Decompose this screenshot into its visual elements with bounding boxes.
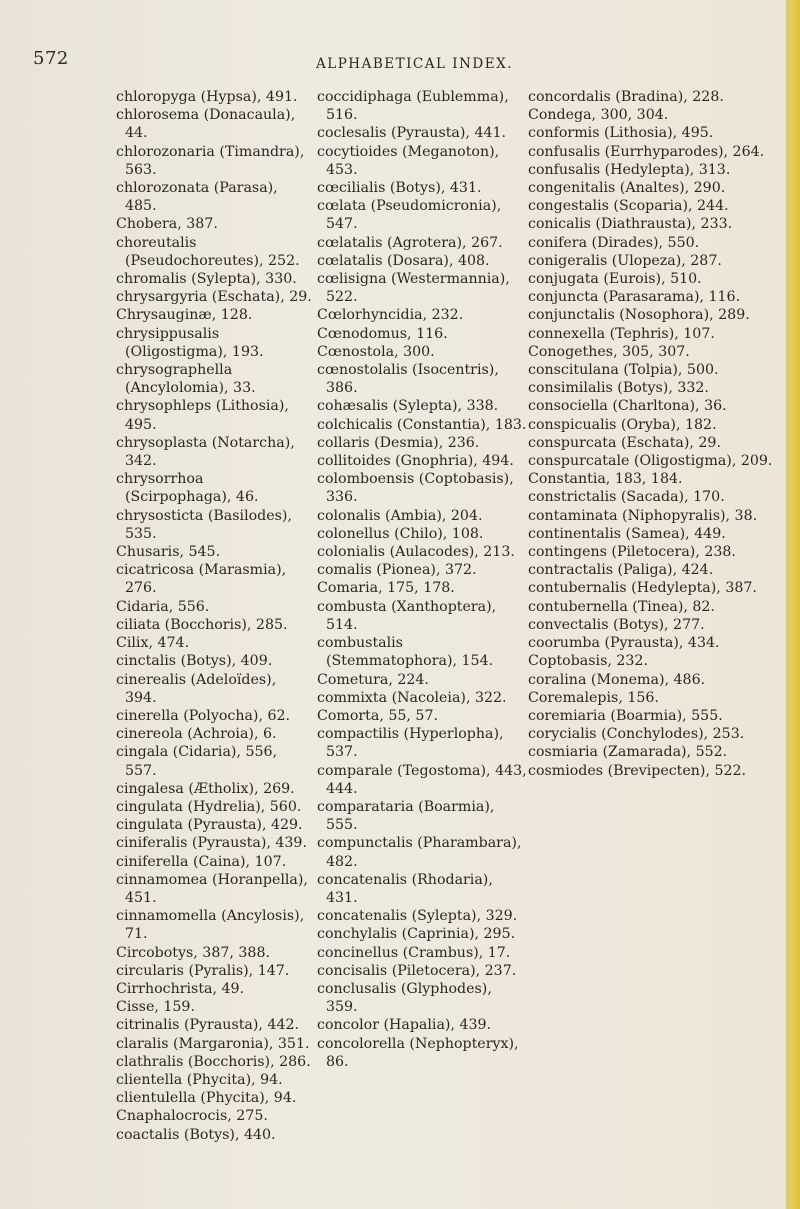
index-entry: chrysargyria (Eschata), 29. (116, 289, 312, 306)
index-entry: compunctalis (Pharambara), 482. (317, 835, 522, 870)
index-entry: Constantia, 183, 184. (528, 471, 683, 488)
index-entry: cœlatalis (Agrotera), 267. (317, 234, 503, 251)
index-entry: conigeralis (Ulopeza), 287. (528, 252, 722, 269)
index-entry: chrysoplasta (Notarcha), 342. (116, 434, 295, 470)
index-entry: contaminata (Niphopyralis), 38. (528, 507, 758, 524)
index-entry: chrysosticta (Basilodes), 535. (116, 507, 292, 542)
index-entry: cœlata (Pseudomicronia), 547. (317, 198, 502, 233)
index-entry: coremiaria (Boarmia), 555. (528, 707, 723, 724)
index-entry: ciniferella (Caina), 107. (116, 853, 287, 870)
index-entry: chlorosema (Donacaula), 44. (116, 107, 296, 142)
index-entry: Circobotys, 387, 388. (116, 944, 270, 961)
index-entry: Coremalepis, 156. (528, 689, 659, 706)
index-entry: congestalis (Scoparia), 244. (528, 198, 729, 215)
index-entry: colomboensis (Coptobasis), 336. (317, 471, 514, 506)
index-entry: contubernalis (Hedylepta), 387. (528, 580, 757, 597)
index-entry: Comorta, 55, 57. (317, 707, 438, 724)
index-entry: concisalis (Piletocera), 237. (317, 962, 517, 979)
index-entry: concatenalis (Sylepta), 329. (317, 908, 518, 925)
index-entry: concordalis (Bradina), 228. (528, 89, 724, 105)
index-entry: confusalis (Hedylepta), 313. (528, 161, 731, 178)
index-entry: constrictalis (Sacada), 170. (528, 489, 725, 506)
index-entry: conscitulana (Tolpia), 500. (528, 362, 719, 379)
index-entry: chromalis (Sylepta), 330. (116, 271, 297, 288)
index-entry: coorumba (Pyrausta), 434. (528, 635, 720, 652)
index-entry: comparale (Tegostoma), 443, 444. (317, 762, 527, 797)
index-entry: cosmiaria (Zamarada), 552. (528, 744, 728, 761)
index-entry: comparataria (Boarmia), 555. (317, 798, 495, 834)
index-entry: cinnamomea (Horanpella), 451. (116, 871, 308, 906)
index-entry: Chusaris, 545. (116, 544, 221, 561)
index-entry: cingulata (Hydrelia), 560. (116, 798, 302, 815)
index-entry: conspurcata (Eschata), 29. (528, 434, 721, 451)
index-entry: cingulata (Pyrausta), 429. (116, 817, 303, 834)
index-entry: conjuncta (Parasarama), 116. (528, 289, 741, 306)
index-entry: citrinalis (Pyrausta), 442. (116, 1017, 300, 1034)
index-entry: cœlatalis (Dosara), 408. (317, 252, 490, 269)
index-entry: cinnamomella (Ancylosis), 71. (116, 908, 305, 943)
index-entry: conifera (Dirades), 550. (528, 234, 700, 251)
index-entry: consimilalis (Botys), 332. (528, 380, 709, 397)
index-entry: combustalis (Stemmatophora), 154. (317, 635, 494, 670)
index-entry: Cometura, 224. (317, 671, 429, 688)
index-entry: consociella (Charltona), 36. (528, 398, 727, 415)
index-entry: confusalis (Eurrhyparodes), 264. (528, 143, 765, 160)
index-entry: combusta (Xanthoptera), 514. (317, 598, 497, 633)
index-entry: Cœlorhyncidia, 232. (317, 307, 464, 324)
index-entry: Cidaria, 556. (116, 598, 210, 615)
index-entry: chloropyga (Hypsa), 491. (116, 89, 298, 105)
index-entry: commixta (Nacoleia), 322. (317, 689, 507, 706)
index-entry: ciniferalis (Pyrausta), 439. (116, 835, 307, 852)
index-entry: cicatricosa (Marasmia), 276. (116, 562, 287, 597)
index-column-2 (317, 88, 527, 1071)
index-entry: concinellus (Crambus), 17. (317, 944, 511, 961)
index-entry: Cisse, 159. (116, 999, 195, 1016)
index-entry: corycialis (Conchylodes), 253. (528, 726, 745, 743)
index-entry: cœnostolalis (Isocentris), 386. (317, 362, 499, 397)
index-column-1 (116, 88, 312, 1144)
index-entry: clientella (Phycita), 94. (116, 1071, 283, 1088)
index-entry: Cœnostola, 300. (317, 343, 435, 360)
index-entry: collitoides (Gnophria), 494. (317, 453, 514, 470)
index-entry: concatenalis (Rhodaria), 431. (317, 871, 493, 906)
index-entry: clathralis (Bocchoris), 286. (116, 1053, 311, 1070)
index-entry: Cilix, 474. (116, 635, 190, 652)
index-column-3 (528, 88, 773, 780)
index-entry: cœlisigna (Westermannia), 522. (317, 271, 510, 306)
page-edge (786, 0, 800, 1209)
index-entry: congenitalis (Analtes), 290. (528, 180, 726, 197)
index-entry: conjugata (Eurois), 510. (528, 271, 702, 288)
index-entry: colchicalis (Constantia), 183. (317, 416, 527, 433)
index-entry: comalis (Pionea), 372. (317, 562, 477, 579)
index-entry: Condega, 300, 304. (528, 107, 669, 124)
index-entry: coralina (Monema), 486. (528, 671, 706, 688)
index-entry: conchylalis (Caprinia), 295. (317, 926, 516, 943)
index-entry: clientulella (Phycita), 94. (116, 1090, 297, 1107)
index-entry: cocytioides (Meganoton), 453. (317, 143, 500, 178)
index-entry: cingalesa (Ætholix), 269. (116, 780, 295, 797)
index-entry: Coptobasis, 232. (528, 653, 648, 670)
index-entry: choreutalis (Pseudochoreutes), 252. (116, 234, 300, 269)
index-entry: circularis (Pyralis), 147. (116, 962, 290, 979)
page-number: 572 (33, 48, 69, 69)
index-entry: ciliata (Bocchoris), 285. (116, 616, 288, 633)
index-entry: cohæsalis (Sylepta), 338. (317, 398, 499, 415)
index-entry: convectalis (Botys), 277. (528, 616, 705, 633)
index-entry: cinerealis (Adeloïdes), 394. (116, 671, 277, 706)
index-entry: cosmiodes (Brevipecten), 522. (528, 762, 747, 779)
index-entry: chlorozonaria (Timandra), 563. (116, 143, 305, 178)
index-entry: cinctalis (Botys), 409. (116, 653, 273, 670)
index-entry: conclusalis (Glyphodes), 359. (317, 980, 492, 1016)
index-entry: Cœnodomus, 116. (317, 325, 448, 342)
index-entry: chlorozonata (Parasa), 485. (116, 180, 278, 215)
index-entry: Chrysauginæ, 128. (116, 307, 253, 324)
index-entry: cinerella (Polyocha), 62. (116, 707, 291, 724)
index-entry: contingens (Piletocera), 238. (528, 544, 736, 561)
index-entry: contubernella (Tinea), 82. (528, 598, 715, 615)
index-entry: connexella (Tephris), 107. (528, 325, 715, 342)
index-entry: cœcilialis (Botys), 431. (317, 180, 482, 197)
index-entry: chrysorrhoa (Scirpophaga), 46. (116, 471, 259, 506)
index-entry: Cnaphalocrocis, 275. (116, 1108, 268, 1125)
index-entry: coactalis (Botys), 440. (116, 1126, 276, 1143)
index-entry: Conogethes, 305, 307. (528, 343, 690, 360)
index-entry: continentalis (Samea), 449. (528, 525, 726, 542)
index-entry: concolor (Hapalia), 439. (317, 1017, 492, 1034)
index-entry: cinereola (Achroia), 6. (116, 726, 277, 743)
index-entry: compactilis (Hyperlopha), 537. (317, 726, 504, 761)
index-entry: conicalis (Diathrausta), 233. (528, 216, 733, 233)
index-entry: coccidiphaga (Eublemma), 516. (317, 89, 509, 124)
index-entry: contractalis (Paliga), 424. (528, 562, 714, 579)
index-entry: claralis (Margaronia), 351. (116, 1035, 310, 1052)
index-entry: Cirrhochrista, 49. (116, 980, 245, 997)
index-entry: chrysophleps (Lithosia), 495. (116, 398, 289, 433)
index-entry: conspicualis (Oryba), 182. (528, 416, 717, 433)
index-entry: colonalis (Ambia), 204. (317, 507, 483, 524)
index-entry: concolorella (Nephopteryx), 86. (317, 1035, 519, 1070)
index-entry: Chobera, 387. (116, 216, 218, 233)
index-entry: conjunctalis (Nosophora), 289. (528, 307, 750, 324)
index-entry: chrysippusalis (Oligostigma), 193. (116, 325, 264, 360)
index-entry: cingala (Cidaria), 556, 557. (116, 744, 278, 779)
index-entry: chrysographella (Ancylolomia), 33. (116, 362, 256, 397)
index-entry: conspurcatale (Oligostigma), 209. (528, 453, 773, 470)
index-entry: Comaria, 175, 178. (317, 580, 455, 597)
running-head: ALPHABETICAL INDEX. (316, 56, 513, 72)
index-entry: conformis (Lithosia), 495. (528, 125, 714, 142)
index-entry: colonellus (Chilo), 108. (317, 525, 484, 542)
index-entry: collaris (Desmia), 236. (317, 434, 480, 451)
index-entry: colonialis (Aulacodes), 213. (317, 544, 515, 561)
index-entry: coclesalis (Pyrausta), 441. (317, 125, 507, 142)
